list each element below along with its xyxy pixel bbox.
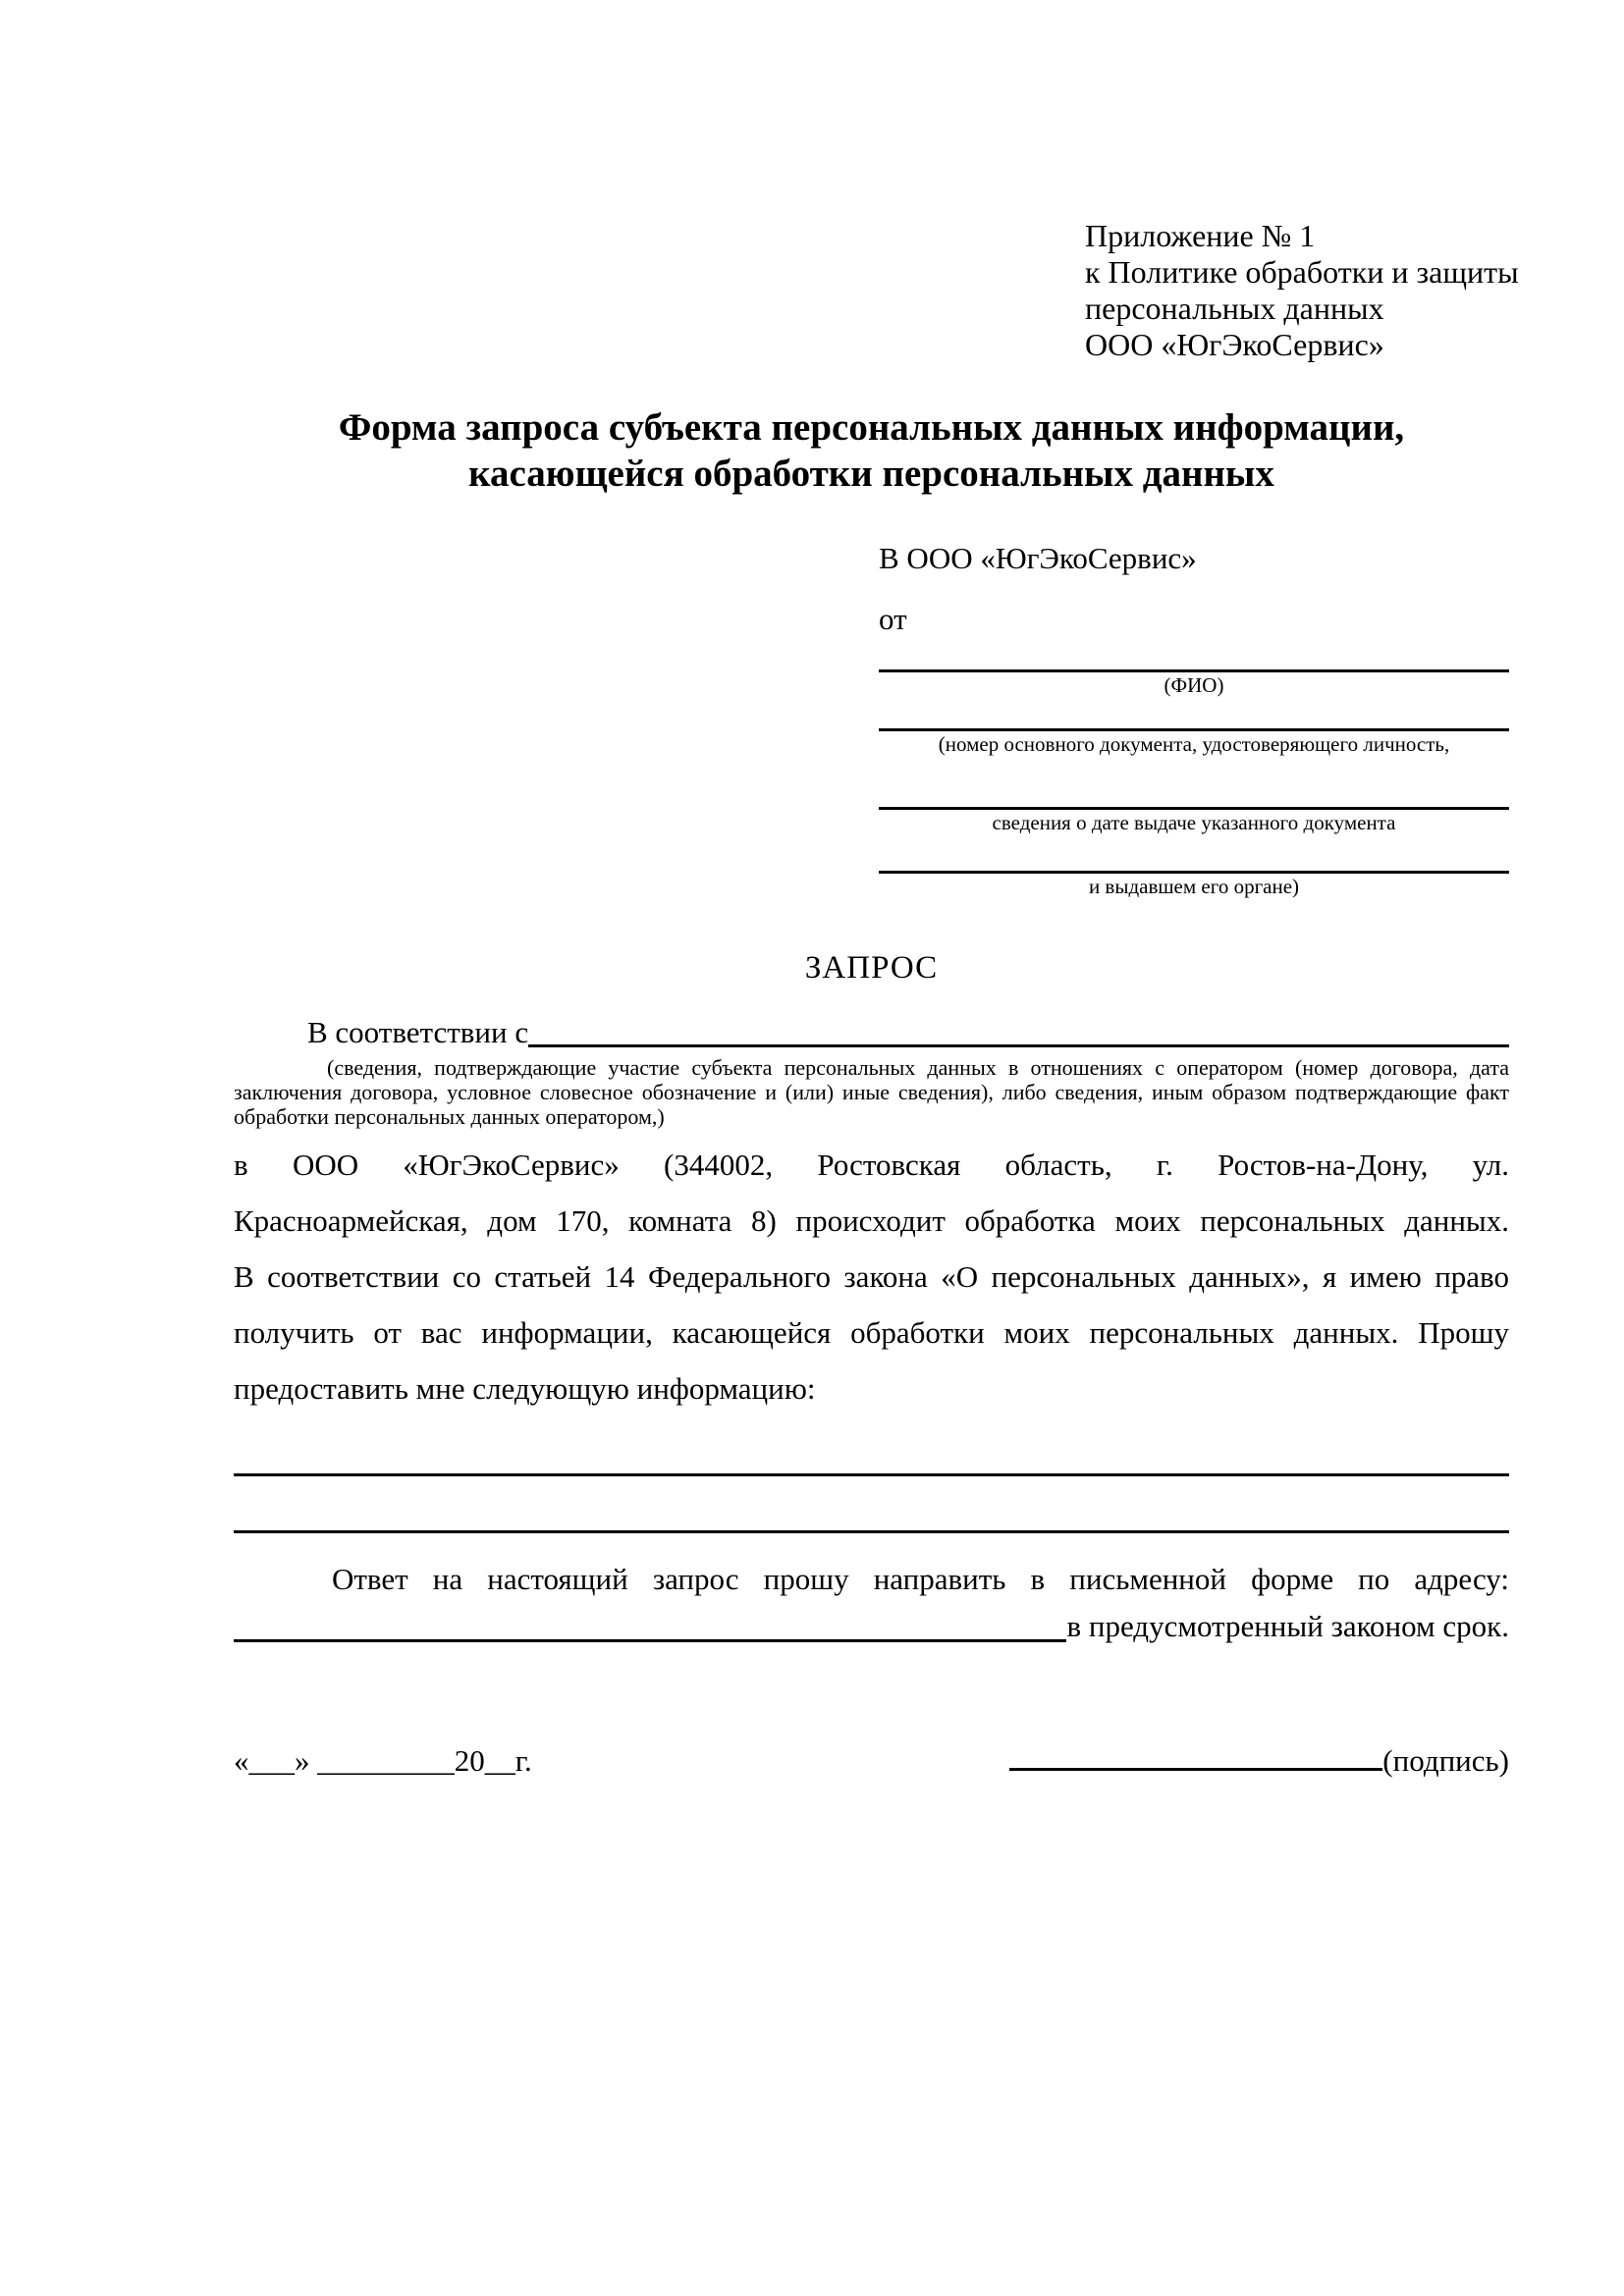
accordance-lead: В соответствии с	[307, 1015, 529, 1049]
appendix-line: к Политике обработки и защиты	[1085, 254, 1519, 290]
issuing-authority-caption: и выдавшем его органе)	[1088, 875, 1300, 898]
body-line: В соответствии со статьей 14 Федерального закона «О персональных данных», я имею право	[234, 1259, 1509, 1294]
fineprint-note	[234, 1055, 1509, 1129]
accordance-row	[234, 1013, 1509, 1052]
issuing-authority-fill-line	[879, 835, 1509, 874]
information-fill-line	[234, 1473, 1509, 1476]
fineprint-line: обработки персональных данных оператором,)	[234, 1104, 665, 1129]
fio-caption: (ФИО)	[1164, 673, 1224, 697]
addressee-to: В ООО «ЮгЭкоСервис»	[879, 541, 1197, 575]
body-paragraph	[234, 1137, 1509, 1416]
appendix-line: Приложение № 1	[1085, 218, 1316, 253]
signature-row	[234, 1733, 1509, 1789]
document-number-fill-line	[879, 698, 1509, 731]
appendix-line: персональных данных	[1085, 291, 1384, 326]
reply-address-tail: в предусмотренный законом срок.	[1066, 1609, 1509, 1643]
signature-area	[1009, 1733, 1509, 1789]
issue-date-caption: сведения о дате выдаче указанного документа	[992, 811, 1396, 834]
document-title	[234, 404, 1509, 497]
reply-request-line: Ответ на настоящий запрос прошу направить в письменной форме по адресу:	[332, 1562, 1509, 1596]
request-heading: ЗАПРОС	[804, 950, 939, 986]
document-title-line: касающейся обработки персональных данных	[468, 453, 1274, 495]
body-line: Красноармейская, дом 170, комната 8) происходит обработка моих персональных данных.	[234, 1203, 1509, 1238]
appendix-line: ООО «ЮгЭкоСервис»	[1085, 327, 1384, 362]
signature-fill-line	[1009, 1735, 1382, 1771]
body-line: получить от вас информации, касающейся обработки моих персональных данных. Прошу	[234, 1315, 1509, 1350]
body-line: предоставить мне следующую информацию:	[234, 1371, 816, 1406]
fineprint-line: заключения договора, условное словесное обозначение и (или) иные сведения), либо сведения, иным образом подтверждающие факт	[234, 1080, 1509, 1104]
fio-fill-line	[879, 639, 1509, 672]
issue-date-fill-line	[879, 757, 1509, 810]
reply-address-fill-line	[234, 1639, 1066, 1642]
appendix-note	[1085, 218, 1519, 363]
fineprint-line: (сведения, подтверждающие участие субъекта персональных данных в отношениях с оператором (номер договора, дата	[327, 1055, 1509, 1080]
reply-address-row	[234, 1607, 1509, 1646]
accordance-fill-line	[528, 1044, 1509, 1047]
date-blank: «___» _________20__г.	[234, 1743, 532, 1778]
information-fill-line	[234, 1530, 1509, 1533]
document-title-line: Форма запроса субъекта персональных данных информации,	[338, 406, 1405, 449]
addressee-from-label: от	[879, 602, 907, 636]
signature-label: (подпись)	[1382, 1743, 1509, 1778]
body-line: в ООО «ЮгЭкоСервис» (344002, Ростовская область, г. Ростов-на-Дону, ул.	[234, 1148, 1509, 1182]
addressee-block	[879, 539, 1509, 899]
document-number-caption: (номер основного документа, удостоверяющего личность,	[938, 732, 1450, 756]
